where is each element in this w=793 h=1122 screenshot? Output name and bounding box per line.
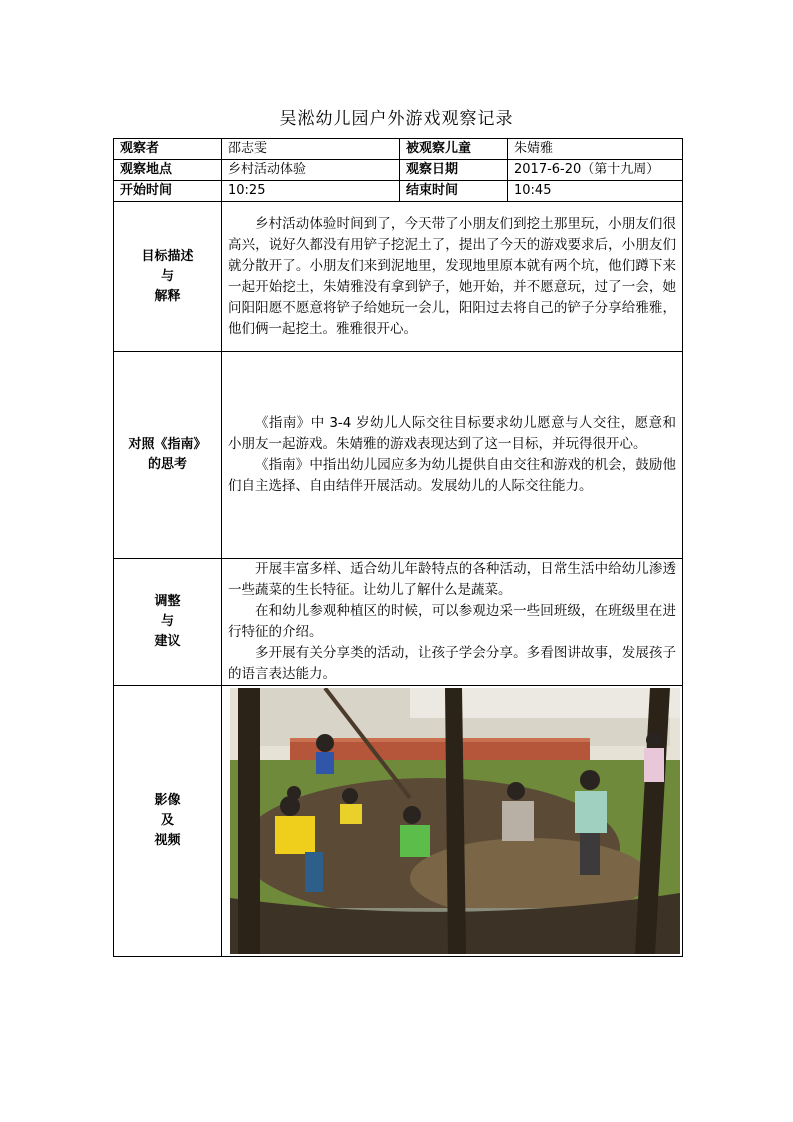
child-label: 被观察儿童 — [400, 139, 508, 160]
goal-section — [114, 202, 683, 352]
observation-table — [113, 138, 683, 957]
media-label: 影像 及 视频 — [114, 686, 222, 957]
date-value: 2017-6-20（第十九周） — [508, 160, 683, 181]
adjust-section — [114, 559, 683, 686]
end-time-label: 结束时间 — [400, 181, 508, 202]
adjust-paragraph: 多开展有关分享类的活动，让孩子学会分享。多看图讲故事，发展孩子的语言表达能力。 — [228, 645, 676, 682]
header-row-observer — [114, 139, 683, 160]
children-digging-photo — [230, 688, 680, 954]
guide-label: 对照《指南》 的思考 — [114, 352, 222, 559]
observer-value: 邵志雯 — [222, 139, 400, 160]
child-value: 朱婧雅 — [508, 139, 683, 160]
guide-section — [114, 352, 683, 559]
goal-paragraph: 乡村活动体验时间到了，今天带了小朋友们到挖土那里玩，小朋友们很高兴，说好久都没有用铲子挖泥土了，提出了今天的游戏要求后，小朋友们就分散开了。小朋友们来到泥地里，发现地里原本就有两个坑，他们蹲下来一起开始挖土，朱婧雅没有拿到铲子，她开始，并不愿意玩，过了一会，她问阳阳愿不愿意将铲子给她玩一会儿，阳阳过去将自己的铲子分享给雅雅，他们俩一起挖土。雅雅很开心。 — [228, 215, 676, 337]
goal-text — [222, 202, 683, 352]
adjust-label: 调整 与 建议 — [114, 559, 222, 686]
media-cell — [222, 686, 683, 957]
adjust-paragraph: 在和幼儿参观种植区的时候，可以参观边采一些回班级，在班级里在进行特征的介绍。 — [228, 603, 676, 640]
guide-paragraph: 《指南》中指出幼儿园应多为幼儿提供自由交往和游戏的机会，鼓励他们自主选择、自由结伴开展活动。发展幼儿的人际交往能力。 — [228, 457, 676, 494]
adjust-text — [222, 559, 683, 686]
header-row-location — [114, 160, 683, 181]
guide-text — [222, 352, 683, 559]
guide-paragraph: 《指南》中 3-4 岁幼儿人际交往目标要求幼儿愿意与人交往，愿意和小朋友一起游戏。朱婧雅的游戏表现达到了这一目标，并玩得很开心。 — [228, 415, 676, 452]
location-value: 乡村活动体验 — [222, 160, 400, 181]
goal-label: 目标描述 与 解释 — [114, 202, 222, 352]
start-time-value: 10:25 — [222, 181, 400, 202]
start-time-label: 开始时间 — [114, 181, 222, 202]
observer-label: 观察者 — [114, 139, 222, 160]
page-title: 吴淞幼儿园户外游戏观察记录 — [279, 109, 514, 129]
location-label: 观察地点 — [114, 160, 222, 181]
media-section — [114, 686, 683, 957]
header-row-time — [114, 181, 683, 202]
adjust-paragraph: 开展丰富多样、适合幼儿年龄特点的各种活动，日常生活中给幼儿渗透一些蔬菜的生长特征。让幼儿了解什么是蔬菜。 — [228, 561, 676, 598]
end-time-value: 10:45 — [508, 181, 683, 202]
date-label: 观察日期 — [400, 160, 508, 181]
